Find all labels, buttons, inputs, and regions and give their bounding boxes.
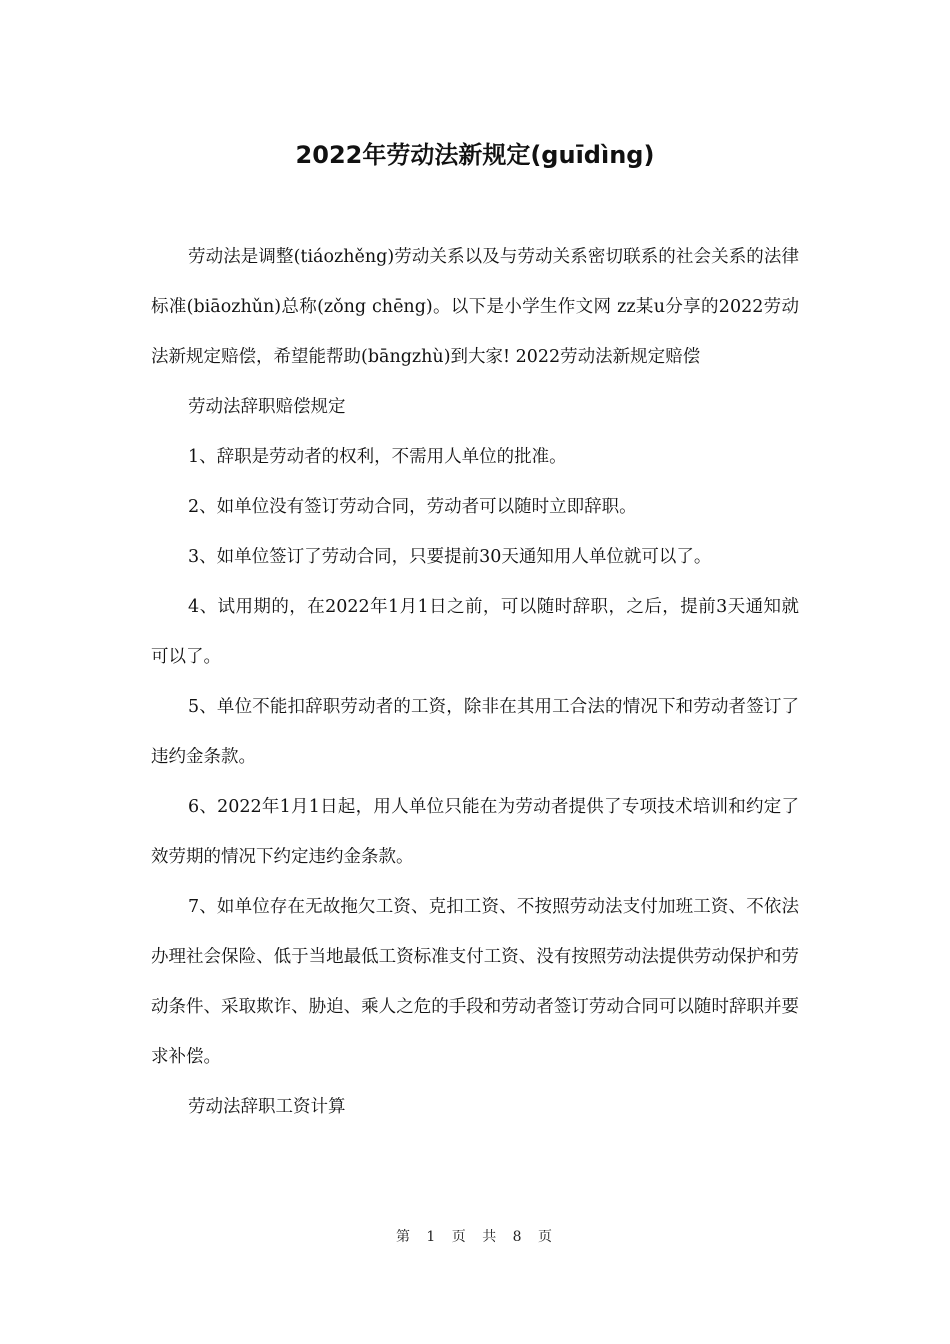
section-heading-resignation-compensation: 劳动法辞职赔偿规定 (188, 397, 346, 417)
list-item: 3、如单位签订了劳动合同，只要提前30天通知用人单位就可以了。 (188, 547, 712, 567)
page-footer: 第 1 页 共 8 页 (395, 1229, 555, 1245)
paragraph-intro: 劳动法是调整(tiáozhěng)劳动关系以及与劳动关系密切联系的社会关系的法律标准(biāozhǔn)总称(zǒng chēng)。以下是小学生作文网 zz某u分享的2022劳动法新规定赔偿，希望能帮助(bāngzhù)到大家! 2022劳动法新规定赔偿 (151, 247, 799, 367)
list-item: 2、如单位没有签订劳动合同，劳动者可以随时立即辞职。 (188, 497, 637, 517)
list-item: 6、2022年1月1日起，用人单位只能在为劳动者提供了专项技术培训和约定了效劳期的情况下约定违约金条款。 (151, 797, 799, 867)
list-item: 7、如单位存在无故拖欠工资、克扣工资、不按照劳动法支付加班工资、不依法办理社会保险、低于当地最低工资标准支付工资、没有按照劳动法提供劳动保护和劳动条件、采取欺诈、胁迫、乘人之危的手段和劳动者签订劳动合同可以随时辞职并要求补偿。 (151, 897, 799, 1067)
document-title: 2022年劳动法新规定(guīdìng) (295, 141, 655, 169)
list-item: 1、辞职是劳动者的权利，不需用人单位的批准。 (188, 447, 567, 467)
document-body (151, 232, 799, 1132)
section-heading-salary-calculation: 劳动法辞职工资计算 (188, 1097, 346, 1117)
list-item: 5、单位不能扣辞职劳动者的工资，除非在其用工合法的情况下和劳动者签订了违约金条款。 (151, 697, 799, 767)
list-item: 4、试用期的，在2022年1月1日之前，可以随时辞职，之后，提前3天通知就可以了。 (151, 597, 799, 667)
